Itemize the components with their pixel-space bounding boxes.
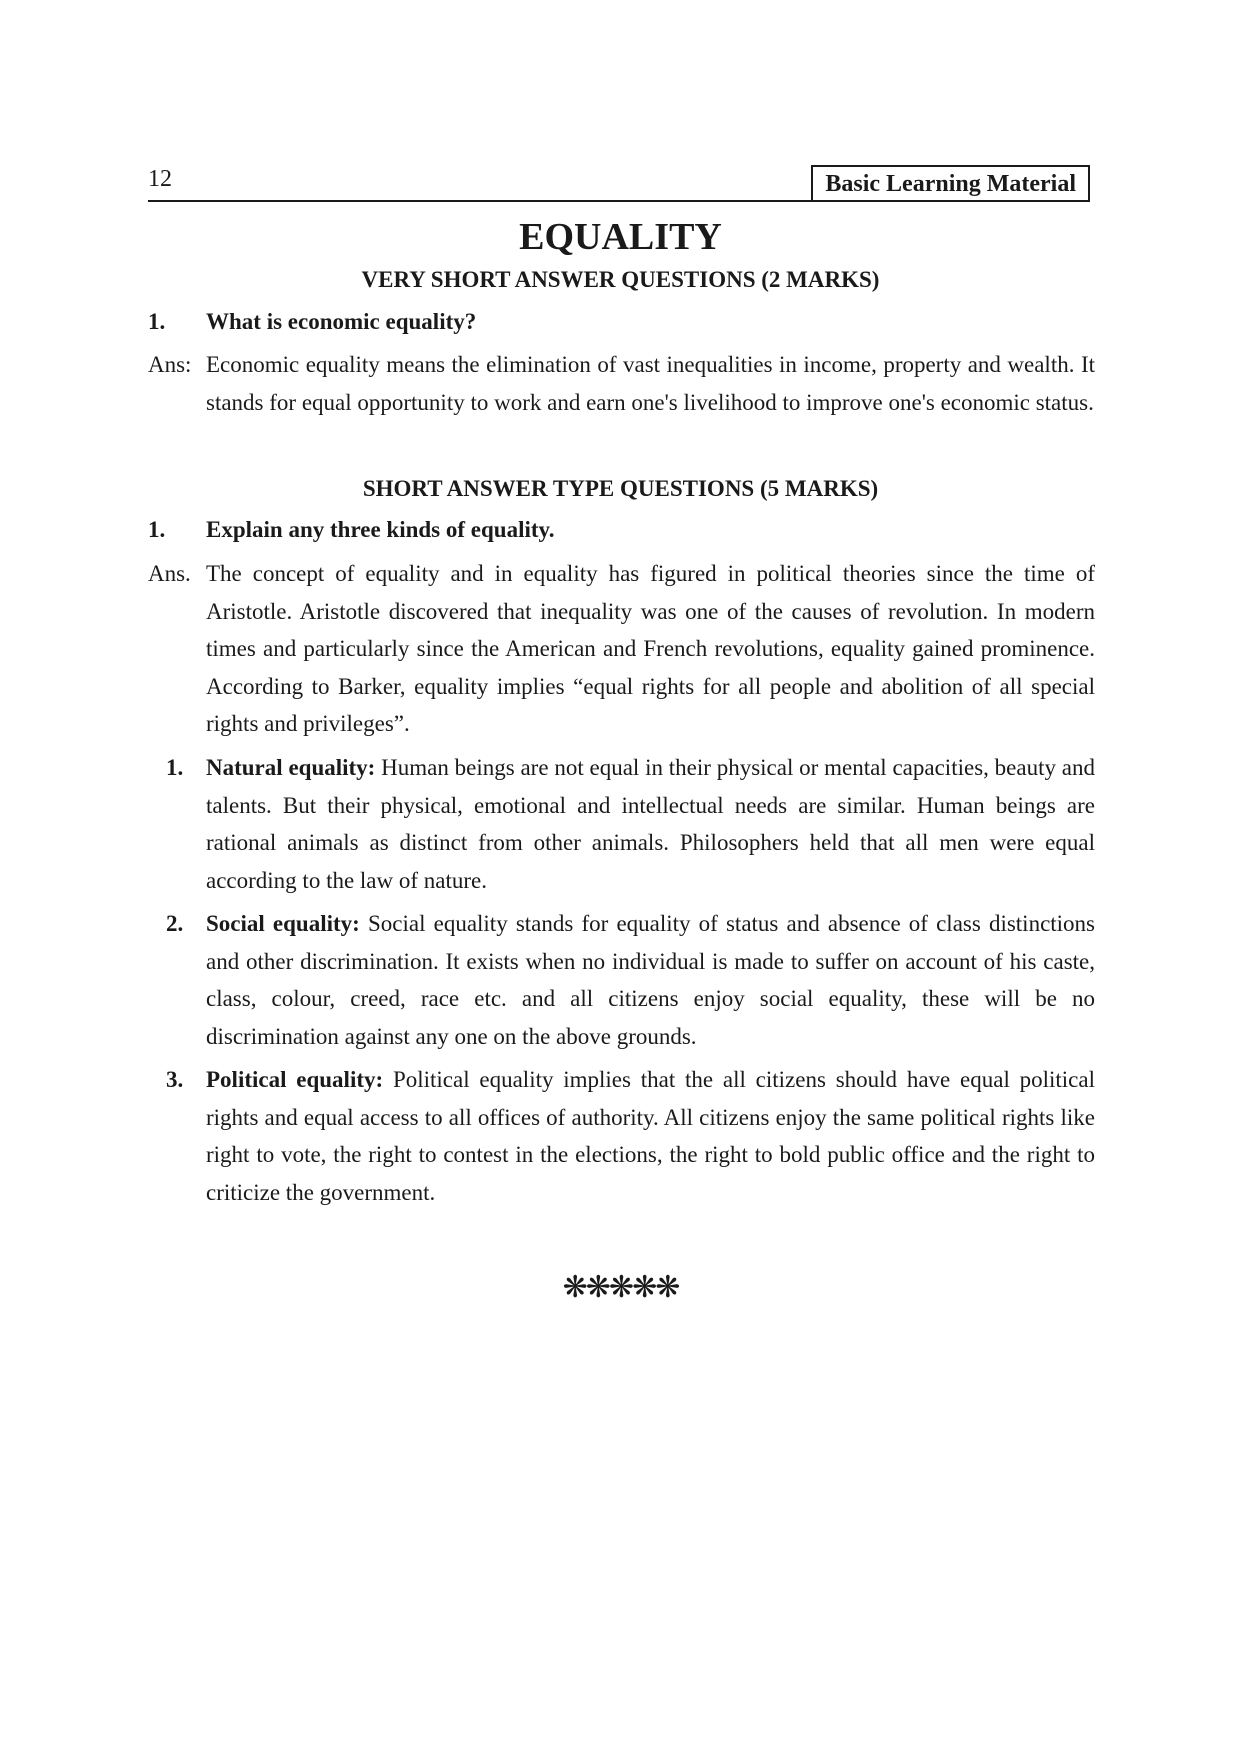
question-text: What is economic equality? (206, 309, 477, 334)
item-text: Political equality implies that the all citizens should have equal political rights and equal access to all offices of authority. All citizens enjoy the same political rights like right to vote, the right to contest in the elections, the right to bold public office and the right to criticize the government. (206, 1067, 1095, 1205)
item-title: Political equality: (206, 1067, 384, 1092)
page-number: 12 (148, 166, 172, 192)
answer-block (148, 346, 1095, 421)
section-heading-very-short: VERY SHORT ANSWER QUESTIONS (2 MARKS) (361, 267, 880, 292)
answer-text: The concept of equality and in equality has figured in political theories since the time of Aristotle. Aristotle discovered that inequality was one of the causes of revolution. In modern times and particularly since the American and French revolutions, equality gained prominence. According to Barker, equality implies “equal rights for all people and abolition of all special rights and privileges”. (206, 561, 1095, 736)
end-ornament: ❋❋❋❋❋ (562, 1271, 679, 1304)
question-text: Explain any three kinds of equality. (206, 517, 555, 542)
item-title: Social equality: (206, 911, 360, 936)
item-body (206, 1061, 1095, 1211)
question-number: 1. (148, 517, 166, 542)
book-title-box: Basic Learning Material (811, 165, 1090, 201)
item-number: 1. (166, 755, 184, 780)
list-item (166, 1061, 1095, 1211)
chapter-title: EQUALITY (519, 216, 722, 258)
header-rule (148, 200, 1090, 202)
question-number: 1. (148, 309, 166, 334)
item-number: 2. (166, 911, 184, 936)
item-text: Human beings are not equal in their physical or mental capacities, beauty and talents. But their physical, emotional and intellectual needs are similar. Human beings are rational animals as distinct from other animals. Philosophers held that all men were equal according to the law of nature. (206, 755, 1095, 893)
list-item (166, 905, 1095, 1055)
item-text: Social equality stands for equality of status and absence of class distinctions and other discrimination. It exists when no individual is made to suffer on account of his caste, class, colour, creed, race etc. and all citizens enjoy social equality, these will be no discrimination against any one on the above grounds. (206, 911, 1096, 1049)
page-header (148, 160, 1090, 202)
item-title: Natural equality: (206, 755, 376, 780)
item-body (206, 749, 1095, 899)
answer-block (148, 555, 1095, 743)
item-number: 3. (166, 1067, 184, 1092)
answer-label: Ans. (148, 561, 191, 586)
section-heading-short: SHORT ANSWER TYPE QUESTIONS (5 MARKS) (362, 476, 879, 501)
item-body (206, 905, 1095, 1055)
list-item (166, 749, 1095, 899)
answer-text: Economic equality means the elimination of vast inequalities in income, property and wealth. It stands for equal opportunity to work and earn one's livelihood to improve one's economic status. (206, 352, 1095, 415)
answer-label: Ans: (148, 352, 192, 377)
